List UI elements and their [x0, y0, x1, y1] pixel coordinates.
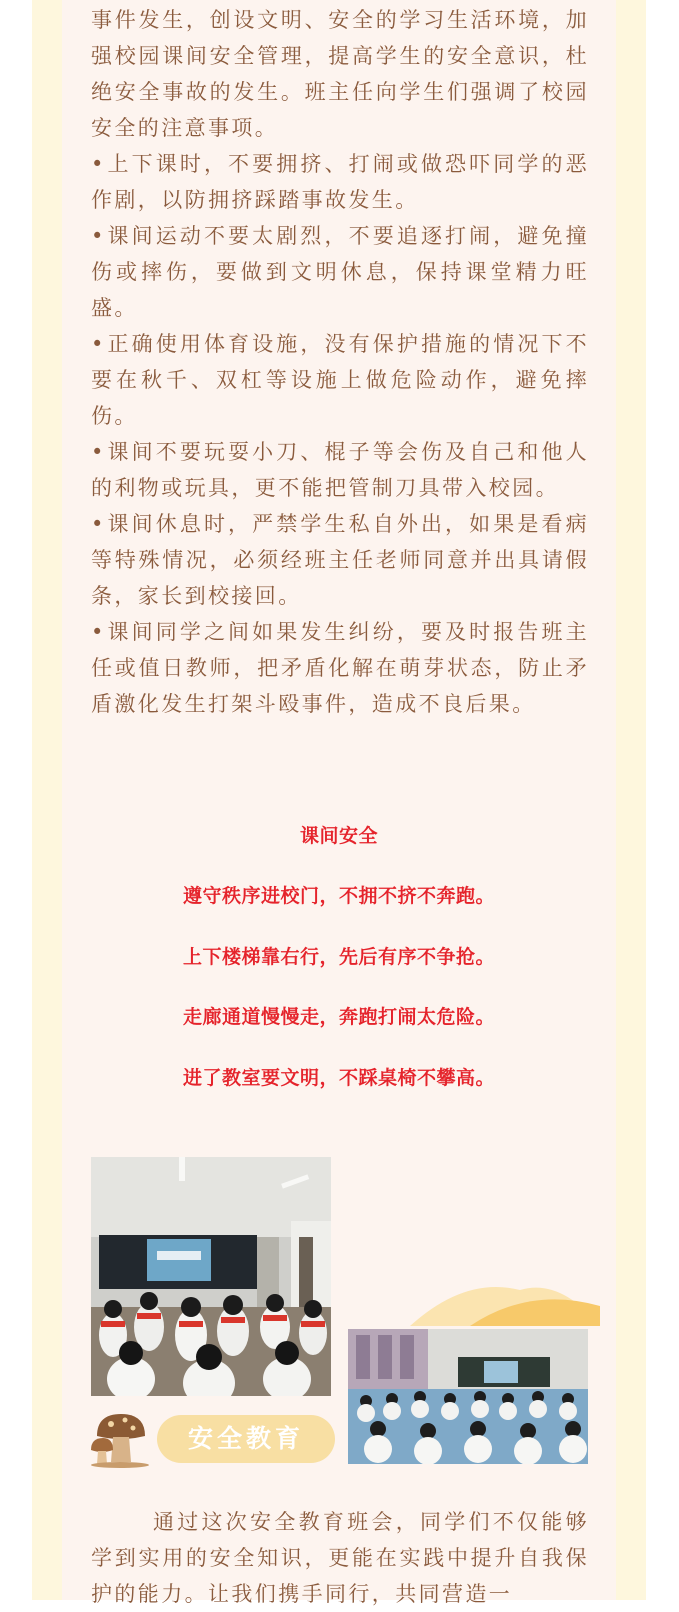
- safety-tip-text: 课间同学之间如果发生纠纷，要及时报告班主任或值日教师，把矛盾化解在萌芽状态，防止矛盾激化发生打架斗殴事件，造成不良后果。: [91, 620, 589, 716]
- safety-tip-3: [91, 326, 589, 434]
- article-body: [91, 2, 589, 722]
- classroom-photo-right: [348, 1329, 588, 1464]
- rhyme-line-2: 上下楼梯靠右行，先后有序不争抢。: [182, 946, 495, 968]
- safety-tip-text: 上下课时，不要拥挤、打闹或做恐吓同学的恶作剧，以防拥挤踩踏事故发生。: [91, 152, 589, 212]
- mountain-decoration: [410, 1276, 600, 1326]
- safety-education-badge: 安全教育: [157, 1415, 335, 1463]
- closing-paragraph: 通过这次安全教育班会，同学们不仅能够学到实用的安全知识，更能在实践中提升自我保护的能力。让我们携手同行，共同营造一: [91, 1510, 589, 1606]
- bullet-dot: •: [91, 620, 106, 644]
- safety-tip-text: 正确使用体育设施，没有保护措施的情况下不要在秋千、双杠等设施上做危险动作，避免摔伤。: [91, 332, 589, 428]
- rhyme-line-1: 遵守秩序进校门，不拥不挤不奔跑。: [182, 885, 495, 907]
- safety-tip-text: 课间不要玩耍小刀、棍子等会伤及自己和他人的利物或玩具，更不能把管制刀具带入校园。: [91, 440, 589, 500]
- safety-tip-text: 课间运动不要太剧烈，不要追逐打闹，避免撞伤或摔伤，要做到文明休息，保持课堂精力旺盛。: [91, 224, 589, 320]
- safety-tip-4: [91, 434, 589, 506]
- bullet-dot: •: [91, 440, 106, 464]
- rhyme-title: 课间安全: [299, 825, 378, 847]
- safety-tip-6: [91, 614, 589, 722]
- safety-tip-text: 课间休息时，严禁学生私自外出，如果是看病等特殊情况，必须经班主任老师同意并出具请假条，家长到校接回。: [91, 512, 589, 608]
- bullet-dot: •: [91, 152, 106, 176]
- mushroom-icon: [89, 1410, 151, 1468]
- safety-tip-2: [91, 218, 589, 326]
- safety-tip-5: [91, 506, 589, 614]
- intro-paragraph: 事件发生，创设文明、安全的学习生活环境，加强校园课间安全管理，提高学生的安全意识，杜绝安全事故的发生。班主任向学生们强调了校园安全的注意事项。: [91, 8, 589, 140]
- safety-tip-1: [91, 146, 589, 218]
- classroom-photo-left: [91, 1157, 331, 1396]
- bullet-dot: •: [91, 512, 106, 536]
- rhyme-line-4: 进了教室要文明，不踩桌椅不攀高。: [182, 1067, 495, 1089]
- bullet-dot: •: [91, 332, 106, 356]
- bullet-dot: •: [91, 224, 106, 248]
- rhyme-line-3: 走廊通道慢慢走，奔跑打闹太危险。: [182, 1006, 495, 1028]
